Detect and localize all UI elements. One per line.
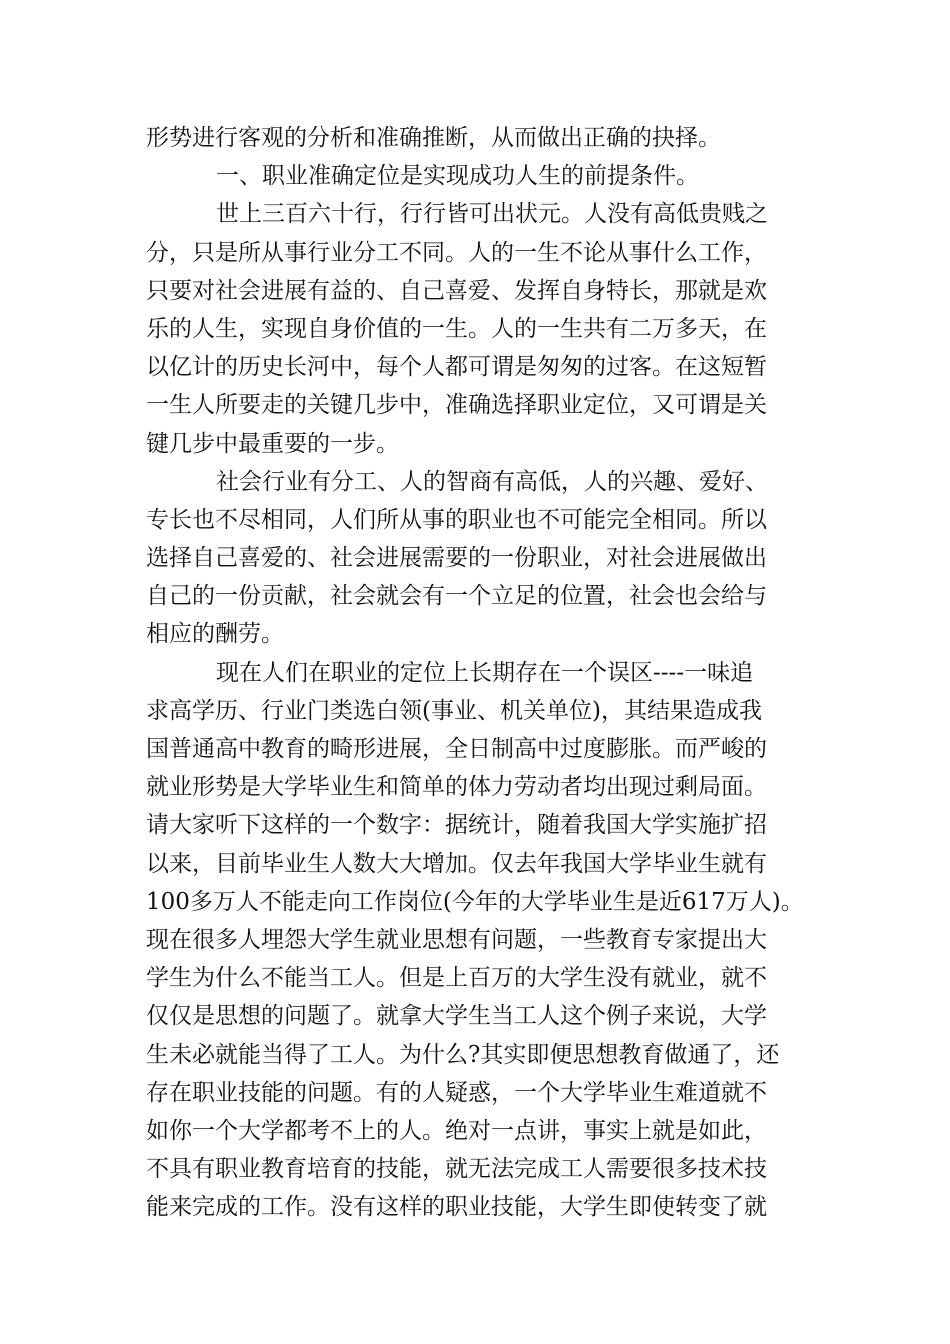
text-line: 现在很多人埋怨大学生就业思想有问题，一些教育专家提出大 xyxy=(146,926,767,953)
text-line: 自己的一份贡献，社会就会有一个立足的位置，社会也会给与 xyxy=(146,583,767,610)
text-line: 就业形势是大学毕业生和简单的体力劳动者均出现过剩局面。 xyxy=(146,774,767,801)
text-line: 以来，目前毕业生人数大大增加。仅去年我国大学毕业生就有 xyxy=(146,850,767,877)
text-line: 世上三百六十行，行行皆可出状元。人没有高低贵贱之 xyxy=(216,201,768,228)
text-line: 存在职业技能的问题。有的人疑惑，一个大学毕业生难道就不 xyxy=(146,1079,767,1106)
text-line: 现在人们在职业的定位上长期存在一个误区----一味追 xyxy=(216,659,754,686)
text-line: 形势进行客观的分析和准确推断，从而做出正确的抉择。 xyxy=(146,125,721,151)
text-line: 相应的酬劳。 xyxy=(146,621,284,648)
text-line: 不具有职业教育培育的技能，就无法完成工人需要很多技术技 xyxy=(146,1156,767,1183)
text-line: 专长也不尽相同，人们所从事的职业也不可能完全相同。所以 xyxy=(146,506,767,533)
text-line: 求高学历、行业门类选白领(事业、机关单位)，其结果造成我 xyxy=(146,697,762,724)
text-line: 学生为什么不能当工人。但是上百万的大学生没有就业，就不 xyxy=(146,965,767,992)
text-line: 生未必就能当得了工人。为什么?其实即便思想教育做通了，还 xyxy=(146,1041,780,1068)
text-line: 键几步中最重要的一步。 xyxy=(146,430,399,457)
text-line: 选择自己喜爱的、社会进展需要的一份职业，对社会进展做出 xyxy=(146,545,767,572)
text-line: 能来完成的工作。没有这样的职业技能，大学生即使转变了就 xyxy=(146,1194,767,1221)
text-line: 一、职业准确定位是实现成功人生的前提条件。 xyxy=(216,163,699,190)
body-text xyxy=(146,119,826,1226)
text-line: 100多万人不能走向工作岗位(今年的大学毕业生是近617万人)。 xyxy=(146,888,804,915)
text-line: 社会行业有分工、人的智商有高低，人的兴趣、爱好、 xyxy=(216,468,768,495)
text-line: 一生人所要走的关键几步中，准确选择职业定位，又可谓是关 xyxy=(146,392,767,419)
text-line: 请大家听下这样的一个数字：据统计，随着我国大学实施扩招 xyxy=(146,812,767,839)
text-line: 以亿计的历史长河中，每个人都可谓是匆匆的过客。在这短暂 xyxy=(146,354,767,381)
text-line: 只要对社会进展有益的、自己喜爱、发挥自身特长，那就是欢 xyxy=(146,277,767,304)
text-line: 国普通高中教育的畸形进展，全日制高中过度膨胀。而严峻的 xyxy=(146,736,767,762)
text-line: 仅仅是思想的问题了。就拿大学生当工人这个例子来说，大学 xyxy=(146,1003,767,1030)
text-line: 如你一个大学都考不上的人。绝对一点讲，事实上就是如此， xyxy=(146,1117,767,1144)
text-line: 分，只是所从事行业分工不同。人的一生不论从事什么工作， xyxy=(146,239,767,266)
text-line: 乐的人生，实现自身价值的一生。人的一生共有二万多天，在 xyxy=(146,315,767,342)
